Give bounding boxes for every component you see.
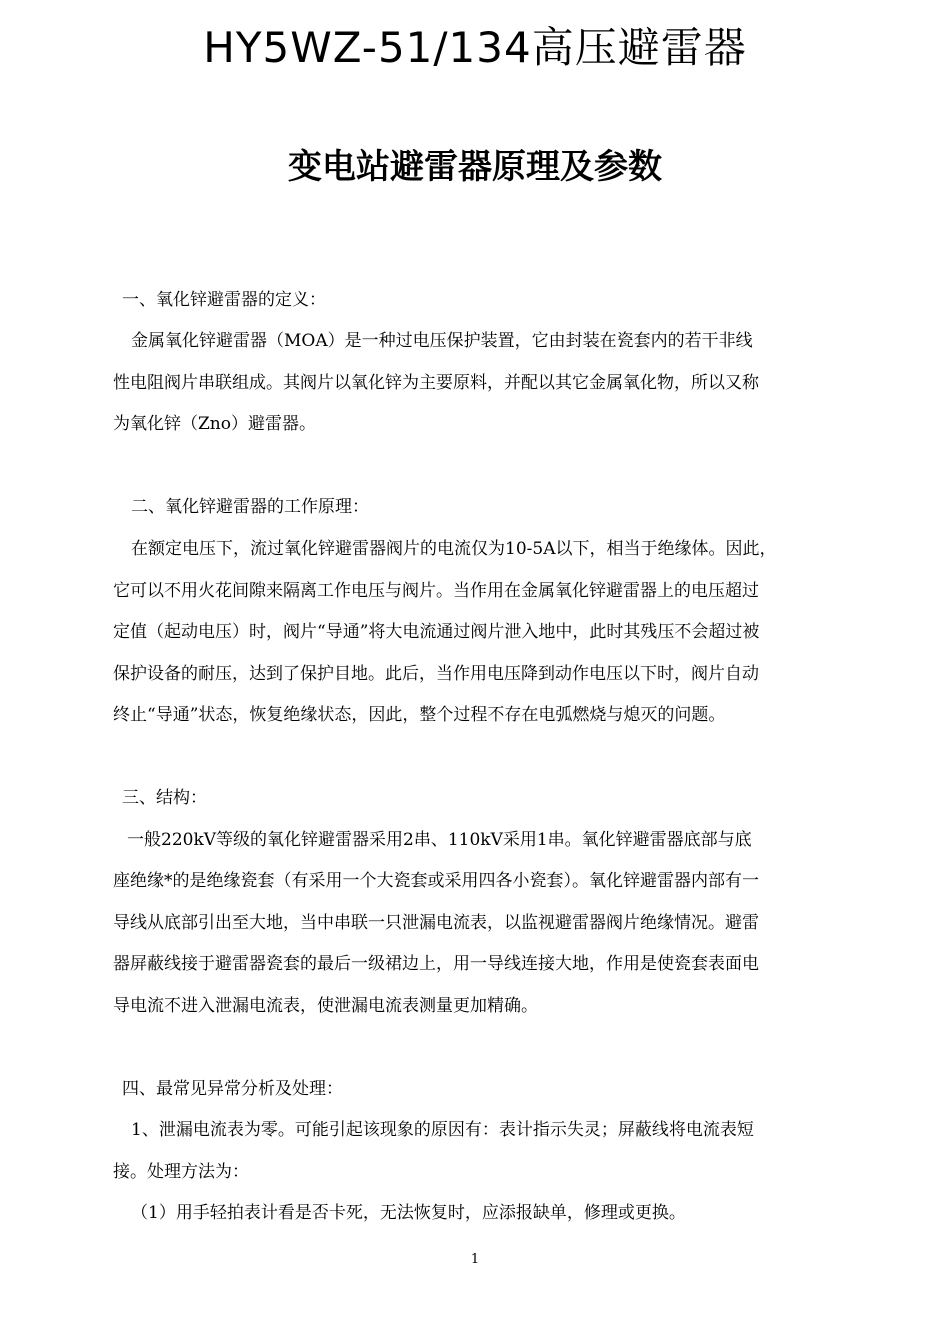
paragraph-line: 导线从底部引出至大地，当中串联一只泄漏电流表，以监视避雷器阀片绝缘情况。避雷 <box>113 913 759 933</box>
paragraph-line: 性电阻阀片串联组成。其阀片以氧化锌为主要原料，并配以其它金属氧化物，所以又称 <box>113 373 759 393</box>
paragraph-line: 导电流不进入泄漏电流表，使泄漏电流表测量更加精确。 <box>113 996 538 1016</box>
paragraph-line: 它可以不用火花间隙来隔离工作电压与阀片。当作用在金属氧化锌避雷器上的电压超过 <box>113 581 759 601</box>
section-heading-principle: 二、氧化锌避雷器的工作原理： <box>131 497 369 517</box>
paragraph-line: （1）用手轻拍表计看是否卡死，无法恢复时，应添报缺单，修理或更换。 <box>131 1203 686 1223</box>
paragraph-line: 接。处理方法为： <box>113 1162 249 1182</box>
paragraph-line: 1、泄漏电流表为零。可能引起该现象的原因有：表计指示失灵；屏蔽线将电流表短 <box>131 1120 754 1140</box>
paragraph-line: 在额定电压下，流过氧化锌避雷器阀片的电流仅为10-5A以下，相当于绝缘体。因此， <box>131 539 777 559</box>
section-heading-abnormal-handling: 四、最常见异常分析及处理： <box>122 1079 343 1099</box>
paragraph-line: 保护设备的耐压，达到了保护目地。此后，当作用电压降到动作电压以下时，阀片自动 <box>113 664 759 684</box>
paragraph-line: 座绝缘*的是绝缘瓷套（有采用一个大瓷套或采用四各小瓷套）。氧化锌避雷器内部有一 <box>113 871 759 891</box>
paragraph-line: 定值（起动电压）时，阀片“导通”将大电流通过阀片泄入地中，此时其残压不会超过被 <box>113 622 760 642</box>
paragraph-line: 为氧化锌（Zno）避雷器。 <box>113 414 316 434</box>
paragraph-line: 金属氧化锌避雷器（MOA）是一种过电压保护装置，它由封装在瓷套内的若干非线 <box>131 331 753 351</box>
document-title: 变电站避雷器原理及参数 <box>288 147 662 187</box>
section-heading-definition: 一、氧化锌避雷器的定义： <box>122 290 326 310</box>
header-title: HY5WZ-51/134高压避雷器 <box>203 23 747 72</box>
section-heading-structure: 三、结构： <box>122 788 207 808</box>
page-number: 1 <box>470 1252 480 1267</box>
paragraph-line: 一般220kV等级的氧化锌避雷器采用2串、110kV采用1串。氧化锌避雷器底部与底 <box>127 830 752 850</box>
paragraph-line: 终止“导通”状态，恢复绝缘状态，因此，整个过程不存在电弧燃烧与熄灭的问题。 <box>113 705 726 725</box>
paragraph-line: 器屏蔽线接于避雷器瓷套的最后一级裙边上，用一导线连接大地，作用是使瓷套表面电 <box>113 954 759 974</box>
